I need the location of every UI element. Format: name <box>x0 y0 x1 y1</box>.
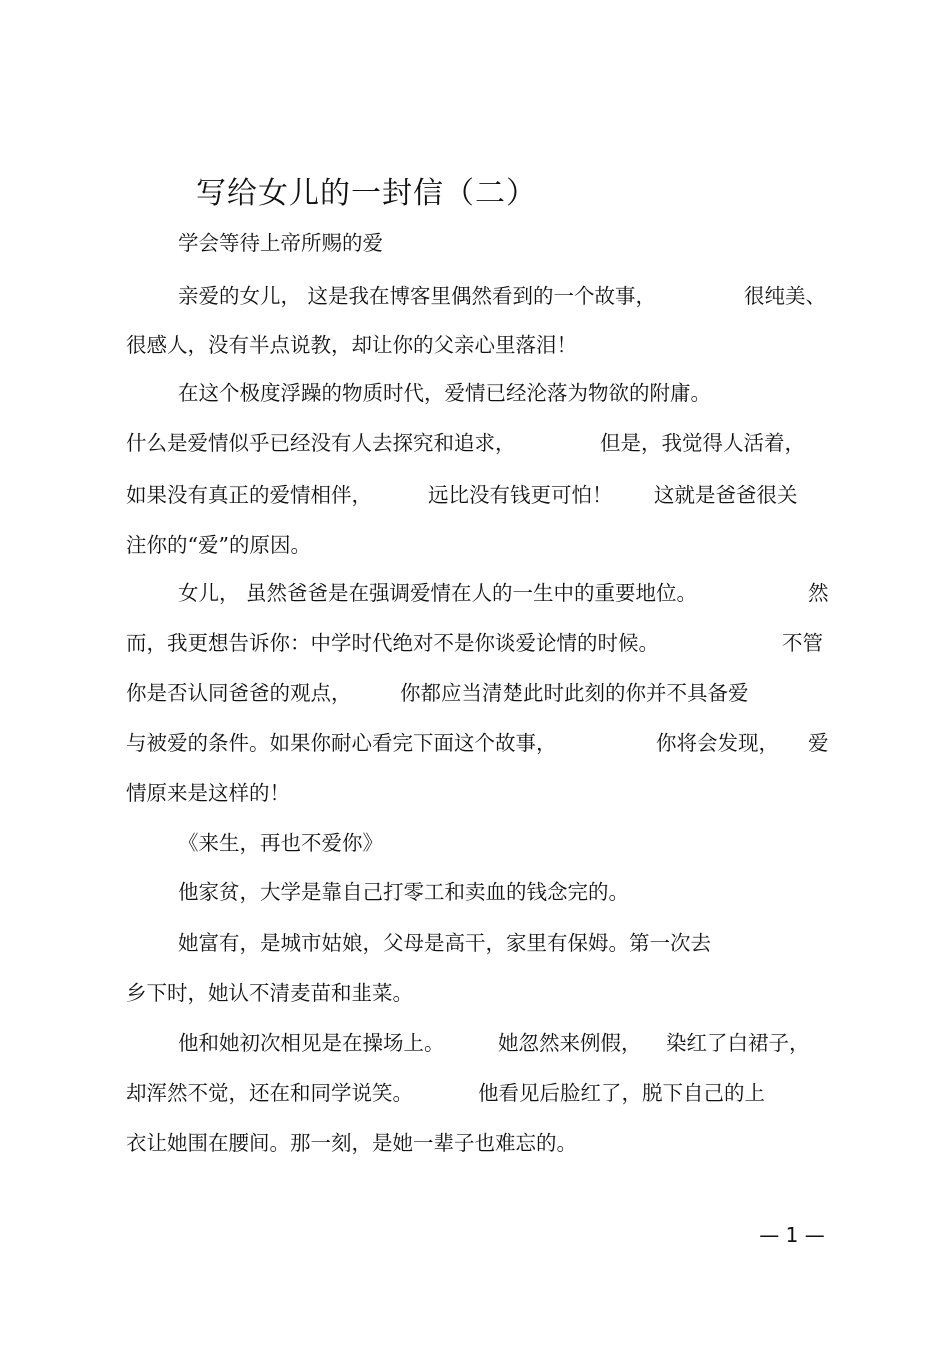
text-line: 却浑然不觉，还在和同学说笑。 <box>126 1081 413 1105</box>
text-line: 乡下时，她认不清麦苗和韭菜。 <box>126 981 413 1005</box>
text-line: 很纯美、 <box>744 284 826 308</box>
text-line: 远比没有钱更可怕！ <box>428 483 613 507</box>
text-line: 这就是爸爸很关 <box>654 483 798 507</box>
text-line: 他家贫，大学是靠自己打零工和卖血的钱念完的。 <box>178 880 629 904</box>
text-line: 他看见后脸红了，脱下自己的上 <box>478 1081 765 1105</box>
letter-subtitle: 学会等待上帝所赐的爱 <box>178 231 383 255</box>
text-line: 你将会发现， <box>656 731 779 755</box>
text-line: 而，我更想告诉你：中学时代绝对不是你谈爱论情的时候。 <box>126 631 659 655</box>
text-line: 爱 <box>808 731 829 755</box>
text-line: 与被爱的条件。如果你耐心看完下面这个故事， <box>126 731 557 755</box>
text-line: 她富有，是城市姑娘，父母是高干，家里有保姆。第一次去 <box>178 931 711 955</box>
text-line: 如果没有真正的爱情相伴， <box>126 483 372 507</box>
text-line: 你是否认同爸爸的观点， <box>126 681 352 705</box>
text-line: 不管 <box>782 631 823 655</box>
text-line: 染红了白裙子， <box>666 1031 810 1055</box>
text-line: 在这个极度浮躁的物质时代，爱情已经沦落为物欲的附庸。 <box>178 381 711 405</box>
text-line: 但是，我觉得人活着， <box>600 431 805 455</box>
text-line: 她忽然来例假， <box>498 1031 642 1055</box>
page-number: — 1 — <box>759 1223 825 1247</box>
text-line: 他和她初次相见是在操场上。 <box>178 1031 445 1055</box>
text-line: 衣让她围在腰间。那一刻，是她一辈子也难忘的。 <box>126 1131 577 1155</box>
letter-title: 写给女儿的一封信（二） <box>196 176 537 211</box>
story-title: 《来生，再也不爱你》 <box>178 831 383 855</box>
text-line: 然 <box>808 581 829 605</box>
text-line: 女儿， 虽然爸爸是在强调爱情在人的一生中的重要地位。 <box>178 581 698 605</box>
text-line: 注你的“爱”的原因。 <box>126 533 311 557</box>
text-line: 什么是爱情似乎已经没有人去探究和追求， <box>126 431 516 455</box>
text-line: 情原来是这样的！ <box>126 781 290 805</box>
text-line: 你都应当清楚此时此刻的你并不具备爱 <box>400 681 749 705</box>
text-line: 很感人，没有半点说教，却让你的父亲心里落泪！ <box>126 333 577 357</box>
text-line: 亲爱的女儿， 这是我在博客里偶然看到的一个故事， <box>178 284 657 308</box>
